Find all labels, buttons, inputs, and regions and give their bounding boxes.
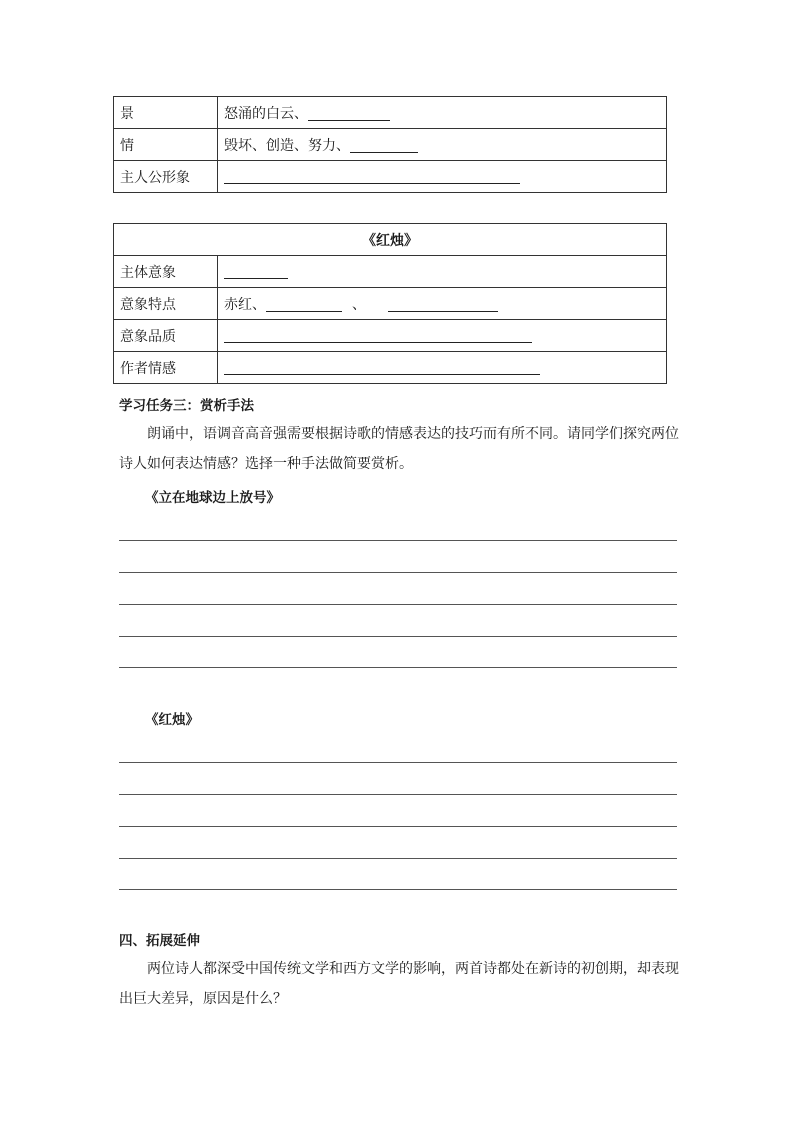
answer-line[interactable] [119,826,677,827]
fill-blank[interactable] [224,328,532,343]
table-row [114,161,667,193]
table-row [114,352,667,384]
task3-heading: 学习任务三：赏析手法 [119,398,254,414]
row-label: 意象品质 [114,320,218,352]
fill-blank[interactable] [350,138,418,153]
row-label: 主体意象 [114,256,218,288]
table-row [114,320,667,352]
poem1-title: 《立在地球边上放号》 [145,490,280,506]
table-row [114,288,667,320]
table-scene-emotion [113,96,667,193]
row-value-cell [218,129,667,161]
section4-line-2: 出巨大差异，原因是什么？ [119,991,287,1007]
poem2-title: 《红烛》 [145,712,199,728]
answer-line[interactable] [119,889,677,890]
section4-heading: 四、拓展延伸 [119,933,200,949]
row-value-cell [218,161,667,193]
row-value: 毁坏、创造、努力、 [224,137,350,154]
row-value: 怒涌的白云、 [224,105,308,122]
fill-blank[interactable] [224,264,288,279]
row-value-cell [218,352,667,384]
row-value-cell [218,97,667,129]
row-value-cell [218,288,667,320]
fill-blank[interactable] [308,106,390,121]
answer-line[interactable] [119,604,677,605]
fill-blank[interactable] [224,360,540,375]
answer-line[interactable] [119,858,677,859]
answer-line[interactable] [119,572,677,573]
task3-paragraph [119,419,679,479]
answer-line[interactable] [119,667,677,668]
answer-line[interactable] [119,540,677,541]
answer-line[interactable] [119,636,677,637]
answer-line[interactable] [119,794,677,795]
table-row [114,97,667,129]
table-row [114,256,667,288]
table-title: 《红烛》 [114,224,667,256]
task3-line-2: 诗人如何表达情感？选择一种手法做简要赏析。 [119,456,413,472]
row-value-cell [218,256,667,288]
fill-blank[interactable] [388,297,498,312]
table-title-row [114,224,667,256]
row-label: 情 [114,129,218,161]
fill-blank[interactable] [266,297,342,312]
separator: 、 [352,296,366,313]
answer-line[interactable] [119,762,677,763]
row-label: 意象特点 [114,288,218,320]
row-value-cell [218,320,667,352]
table-red-candle [113,223,667,384]
fill-blank[interactable] [224,169,520,184]
table-row [114,129,667,161]
row-label: 作者情感 [114,352,218,384]
section4-paragraph [119,954,679,1014]
row-value: 赤红、 [224,296,266,313]
task3-line-1: 朗诵中，语调音高音强需要根据诗歌的情感表达的技巧而有所不同。请同学们探究两位 [147,426,679,442]
section4-line-1: 两位诗人都深受中国传统文学和西方文学的影响，两首诗都处在新诗的初创期，却表现 [147,961,679,977]
row-label: 景 [114,97,218,129]
row-label: 主人公形象 [114,161,218,193]
